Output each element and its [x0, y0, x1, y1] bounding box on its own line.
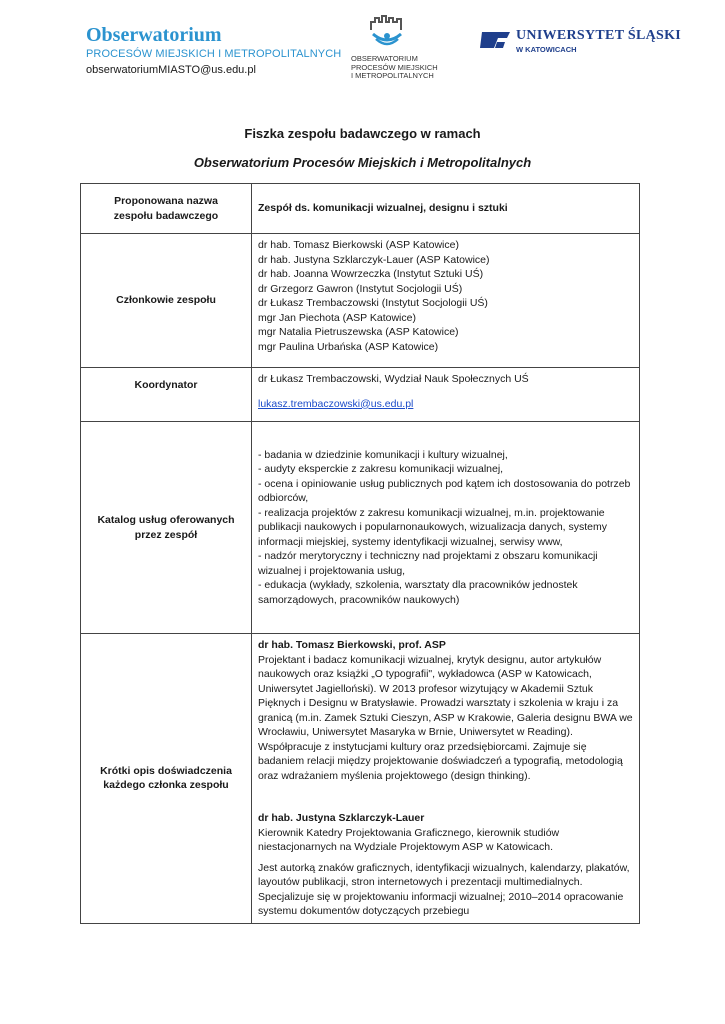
team-name-label: Proponowana nazwa zespołu badawczego	[81, 184, 252, 234]
brand-title: Obserwatorium	[86, 24, 222, 46]
brand-subtitle: PROCESÓW MIEJSKICH I METROPOLITALNYCH	[86, 48, 342, 60]
coordinator-name: dr Łukasz Trembaczowski, Wydział Nauk Społecznych UŚ	[258, 373, 529, 385]
list-item: - ocena i opiniowanie usług publicznych pod kątem ich dostosowania do potrzeb odbiorców,	[258, 477, 631, 505]
observatory-logo	[345, 14, 440, 81]
bio-text: Projektant i badacz komunikacji wizualnej, krytyk designu, autor artykułów naukowych oraz książki „O typografii", wykładowca (ASP w Katowicach, Uniwersytet Jagielloński). W 2013 profesor wizytujący w Akademii Sztuk Pięknych i Designu w Bratysławie. Prowadzi warsztaty i szkolenia w kraju i za granicą (m.in. Zamek Sztuki Cieszyn, ASP w Krakowie, Galeria designu BWA we Wrocławiu, Uniwersytet Masaryka w Brnie, Uniwersytet w Reading). Współpracuje z instytucjami kultury oraz przedsiębiorcami. Zajmuje się badaniem relacji między projektowanie doświadczeń a typografią, metodologią oraz wdrażaniem myślenia projektowego (design thinking).	[258, 653, 633, 782]
list-item: dr Grzegorz Gawron (Instytut Socjologii UŚ)	[258, 282, 463, 295]
list-item: mgr Natalia Pietruszewska (ASP Katowice)	[258, 326, 459, 338]
list-item: - audyty eksperckie z zakresu komunikacji wizualnej,	[258, 463, 504, 476]
bios-content	[252, 634, 640, 924]
list-item: - realizacja projektów z zakresu komunikacji wizualnej, m.in. projektowanie publikacji naukowych i popularnonaukowych, wizualizacja danych, systemy informacji miejskiej, systemy identyfikacji wizualnej, serwisy www,	[258, 506, 608, 548]
header-brand	[86, 24, 341, 76]
list-item: dr hab. Justyna Szklarczyk-Lauer (ASP Katowice)	[258, 253, 490, 266]
city-skyline-icon	[367, 14, 407, 52]
table-row	[81, 184, 640, 234]
list-item: dr hab. Joanna Wowrzeczka (Instytut Sztuki UŚ)	[258, 268, 484, 280]
university-name: UNIWERSYTET ŚLĄSKI	[516, 28, 682, 43]
bios-label: Krótki opis doświadczenia każdego członka zespołu	[81, 634, 252, 924]
members-list	[252, 234, 640, 368]
bio-name: dr hab. Justyna Szklarczyk-Lauer	[258, 812, 425, 824]
list-item: - edukacja (wykłady, szkolenia, warsztaty dla pracowników jednostek samorządowych, pracowników naukowych)	[258, 579, 578, 606]
coordinator-email-link[interactable]: lukasz.trembaczowski@us.edu.pl	[258, 397, 414, 410]
logo-caption-line: I METROPOLITALNYCH	[351, 71, 434, 80]
logo-caption-line: PROCESÓW MIEJSKICH	[351, 62, 438, 72]
document-title: Fiszka zespołu badawczego w ramach	[244, 126, 481, 141]
team-name-value: Zespół ds. komunikacji wizualnej, designu i sztuki	[252, 184, 640, 234]
university-emblem-icon	[480, 28, 510, 52]
document-subtitle: Obserwatorium Procesów Miejskich i Metropolitalnych	[193, 155, 532, 170]
table-row	[81, 368, 640, 422]
table-row	[81, 422, 640, 634]
coordinator-value	[252, 368, 640, 422]
members-label: Członkowie zespołu	[81, 234, 252, 368]
logo-caption-line: OBSERWATORIUM	[351, 54, 418, 63]
services-label: Katalog usług oferowanych przez zespół	[81, 422, 252, 634]
list-item: mgr Paulina Urbańska (ASP Katowice)	[258, 340, 439, 353]
university-city: W KATOWICACH	[516, 45, 577, 54]
list-item: mgr Jan Piechota (ASP Katowice)	[258, 311, 416, 324]
logo-caption	[345, 55, 440, 81]
table-row	[81, 234, 640, 368]
list-item: - badania w dziedzinie komunikacji i kultury wizualnej,	[258, 448, 508, 461]
bio-text: Kierownik Katedry Projektowania Graficznego, kierownik studiów niestacjonarnych na Wydziale Projektowym ASP w Katowicach.	[258, 826, 560, 853]
table-row	[81, 634, 640, 924]
services-list	[252, 422, 640, 634]
university-logo	[480, 28, 681, 54]
list-item: dr Łukasz Trembaczowski (Instytut Socjologii UŚ)	[258, 297, 488, 309]
list-item: - nadzór merytoryczny i techniczny nad projektami z obszaru komunikacji wizualnej i projektowania usług,	[258, 550, 598, 577]
team-info-table	[80, 183, 640, 924]
brand-email: obserwatoriumMIASTO@us.edu.pl	[86, 64, 256, 76]
list-item: dr hab. Tomasz Bierkowski (ASP Katowice)	[258, 239, 459, 251]
bio-name: dr hab. Tomasz Bierkowski, prof. ASP	[258, 639, 446, 651]
bio-text: Jest autorką znaków graficznych, identyfikacji wizualnych, kalendarzy, plakatów, layoutów publikacji, stron internetowych i prezentacji multimedialnych. Specjalizuje się w projektowaniu informacji wizualnej; 2010–2014 opracowanie systemu dokumentów dotyczących przebiegu	[258, 861, 630, 917]
coordinator-label: Koordynator	[81, 368, 252, 422]
